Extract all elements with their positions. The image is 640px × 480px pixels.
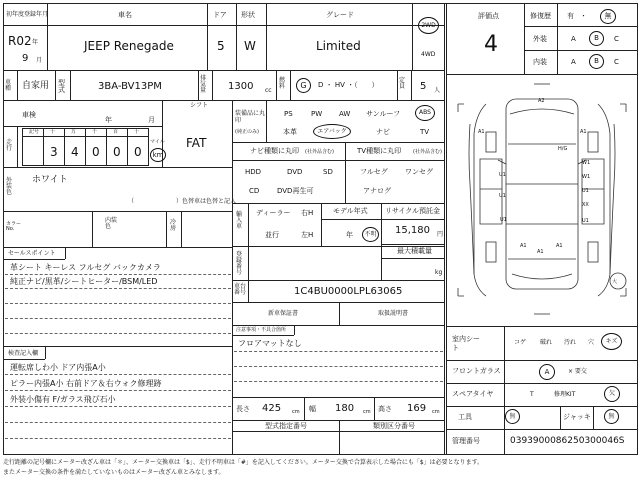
recycle-label: リサイクル預託金 <box>385 207 441 215</box>
displacement-label: 排気量 <box>200 75 207 94</box>
tv-sub: (社外品含む) <box>413 149 442 155</box>
import-parallel: 並行 <box>265 231 279 239</box>
interior-label: 内装 <box>533 58 547 66</box>
tools-label: 工具 <box>458 413 472 421</box>
tv-oneseg: ワンセグ <box>405 168 433 176</box>
height-value: 169 <box>407 403 427 414</box>
spare-label: スペアタイヤ <box>452 390 494 398</box>
inspection-month-label: 月 <box>148 116 155 124</box>
tv-analog: アナログ <box>363 187 391 195</box>
length-label: 長さ <box>236 405 250 413</box>
width-label: 幅 <box>309 405 316 413</box>
doors-label: ドア <box>213 11 227 19</box>
nav-sub: (社外品含む) <box>305 149 334 155</box>
score-value: 4 <box>484 32 498 57</box>
mileage-digit: 0 <box>134 145 142 159</box>
nav-dvd: DVD <box>287 168 303 176</box>
height-label: 高さ <box>378 405 392 413</box>
exterior-label: 外装 <box>533 35 547 43</box>
import-left-h: 左H <box>301 231 314 239</box>
diagram-damage-code: U1 <box>499 193 506 199</box>
nav-dvd-play: DVD再生可 <box>277 187 314 195</box>
mileage-digit: 0 <box>92 145 100 159</box>
repair-label: 修復歴 <box>530 12 551 20</box>
sales-points-block <box>3 247 233 347</box>
spare-kit: 修理KIT <box>554 391 576 398</box>
doors-value: 5 <box>217 39 225 53</box>
seat-stain: 汚れ <box>564 339 577 346</box>
displacement-value: 1300 <box>228 81 254 92</box>
diagram-damage-code: A1 <box>537 249 544 255</box>
inspector-line1: 運転席しわ小 ドア内張A小 <box>10 363 106 372</box>
seat-hole: 穴 <box>588 339 595 346</box>
jack-none-circle: 無 <box>604 409 619 424</box>
manual-label: 取扱説明書 <box>378 310 409 317</box>
import-dealer: ディーラー <box>256 209 291 217</box>
equip-ps: PS <box>284 110 293 118</box>
exterior-color-note: （ ）色替車は色替と記入 <box>128 198 237 205</box>
interior-grade-c: C <box>614 58 619 66</box>
model-year-label: モデル年式 <box>333 207 368 215</box>
diagram-damage-code: U1 <box>499 172 506 178</box>
repair-yes: 有 <box>567 12 574 20</box>
diagram-damage-code: U1 <box>500 217 507 223</box>
car-name-label: 車名 <box>118 11 132 19</box>
length-cm: cm <box>292 409 300 415</box>
drive-4wd: 4WD <box>421 51 436 58</box>
seat-tear: 破れ <box>540 339 553 346</box>
cooler-label: 冷房 <box>170 219 177 232</box>
attention-label: 注意事項・不具合箇所 <box>236 327 287 333</box>
mileage-mile-label: マイル <box>150 139 165 145</box>
tv-fullseg: フルセグ <box>360 168 388 176</box>
vehicle-kind-label: 車種 <box>5 79 12 92</box>
model-year-unknown-circle: 不明 <box>362 227 379 242</box>
sales-points-line2: 純正ナビ/黒革/シートヒーター/BSM/LED <box>10 277 158 286</box>
new-car-warranty: 新車保証書 <box>268 310 299 317</box>
inspection-label: 車検 <box>22 111 36 119</box>
glass-label: フロントガラス <box>452 367 501 375</box>
diagram-damage-code: W1 <box>582 174 591 180</box>
interior-grade-a: A <box>571 58 576 66</box>
mgmt-label: 管理番号 <box>452 437 480 445</box>
nav-sd: SD <box>323 168 333 176</box>
diagram-damage-code: XX <box>582 202 589 208</box>
reg-year-label: 初年度登録年月 <box>6 11 49 18</box>
spare-t: T <box>530 391 534 398</box>
equipment-title: 装備品に丸印 <box>235 110 266 125</box>
jack-label: ジャッキ <box>563 413 591 421</box>
interior-color-label: 内装色 <box>105 217 118 230</box>
spare-missing-circle: 欠 <box>604 386 620 402</box>
exterior-grade-a: A <box>571 35 576 43</box>
type-designation-label: 型式指定番号 <box>265 422 307 430</box>
score-label: 評価点 <box>478 12 499 20</box>
seat-label: 室内シート <box>452 335 480 353</box>
fuel-label: 燃料 <box>279 77 286 90</box>
diagram-damage-code: A1 <box>580 129 587 135</box>
import-right-h: 右H <box>301 209 314 217</box>
exterior-color-value: ホワイト <box>32 175 68 185</box>
displacement-unit: cc <box>265 87 272 94</box>
mileage-digit-label: 十 <box>50 129 56 135</box>
mileage-km-circle: km <box>150 148 166 162</box>
equip-aw: AW <box>339 110 351 118</box>
mileage-label: 走行 <box>6 139 13 152</box>
exterior-color-label: 外装色 <box>6 177 13 196</box>
mileage-digit-label: 百 <box>113 129 119 135</box>
equip-tv: TV <box>420 128 430 136</box>
equipment-subtitle: (純正のみ) <box>235 129 259 135</box>
category-label: 類別区分番号 <box>373 422 415 430</box>
nav-title: ナビ種類に丸印 <box>250 147 299 155</box>
recycle-amount: 15,180 <box>395 225 430 236</box>
color-no-label: カラーNo. <box>6 221 22 232</box>
max-load-label: 最大積載量 <box>397 247 432 255</box>
shift-label: シフト <box>190 102 209 109</box>
diagram-damage-code: A1 <box>520 243 527 249</box>
grade-label: グレード <box>326 11 354 19</box>
usage-value: 自家用 <box>22 81 50 91</box>
diagram-damage-code: U1 <box>582 188 589 194</box>
import-label: 輸入車 <box>236 211 243 230</box>
tv-title: TV種類に丸印 <box>357 147 402 155</box>
shape-value: W <box>244 39 256 53</box>
inspection-year-label: 年 <box>105 116 112 124</box>
capacity-label: 定員 <box>399 77 406 90</box>
equip-pw: PW <box>311 110 323 118</box>
equip-abs-circle: ABS <box>415 105 435 121</box>
mileage-digit: 4 <box>71 145 79 159</box>
sales-points-line1: 革シート キーレス フルセグ バックカメラ <box>10 263 161 272</box>
glass-a-circle: A <box>539 364 555 380</box>
repair-no-circle: 無 <box>600 9 616 24</box>
inspector-line2: ピラー内張A小 右前ドア＆右ウォク修理跡 <box>10 379 162 388</box>
nav-hdd: HDD <box>245 168 262 176</box>
mileage-digit-label: 十 <box>134 129 140 135</box>
diagram-damage-code: W1 <box>582 160 591 166</box>
interior-grade-b-circle: B <box>589 54 604 69</box>
glass-x: × 要交 <box>568 368 587 375</box>
reg-no-label: 登録番号 <box>236 251 243 276</box>
reg-era: R02 <box>8 34 32 48</box>
capacity-unit: 人 <box>434 87 441 94</box>
equip-navi: ナビ <box>376 128 390 136</box>
repair-sep: ・ <box>580 12 587 20</box>
capacity-value: 5 <box>420 81 427 92</box>
footer-line1: 走行距離の記号欄にメーター改ざん車は「＊」、メーター交換車は「$」、走行不明車は「#」を記入してください。メーター交換で合算表示した場合にも「$」は必要となります。 <box>3 459 484 466</box>
diagram-damage-code: A2 <box>538 98 545 104</box>
width-cm: cm <box>363 409 371 415</box>
shape-label: 形状 <box>241 11 255 19</box>
reg-year-suffix: 年 <box>32 39 39 46</box>
inspector-line3: 外装小傷有 F/ガラス飛び石小 <box>10 395 116 404</box>
seat-burn: コゲ <box>514 339 527 346</box>
car-name: JEEP Renegade <box>84 39 174 53</box>
footer-line2: またメーター交換の条件を満たしていないものはメーター改ざん車とみなします。 <box>3 469 225 476</box>
drive-2wd-circle: 2WD <box>418 17 439 34</box>
width-value: 180 <box>335 403 355 414</box>
mgmt-no: 0393900086250300046S <box>510 436 625 446</box>
reg-month-suffix: 月 <box>36 57 43 64</box>
recycle-yen: 円 <box>437 231 444 238</box>
exterior-grade-c: C <box>614 35 619 43</box>
mileage-digit-label: 千 <box>92 129 98 135</box>
type-label: 型式 <box>58 79 65 94</box>
grade-value: Limited <box>316 39 361 53</box>
diagram-damage-code: 大 <box>612 279 618 285</box>
chassis-no: 1C4BU0000LPL63065 <box>294 286 403 297</box>
tools-none-circle: 無 <box>505 409 520 424</box>
car-diagram <box>446 74 638 327</box>
diagram-damage-code: H/G <box>558 146 568 152</box>
chassis-label: 車台番号 <box>234 283 247 296</box>
reg-month: 9 <box>22 53 29 64</box>
mileage-digit-label: 万 <box>71 129 77 135</box>
diagram-damage-code: A1 <box>478 129 485 135</box>
inspector-label: 検査記入欄 <box>8 350 39 357</box>
diagram-damage-code: U1 <box>582 218 589 224</box>
exterior-color-block <box>3 167 233 212</box>
sales-points-label: セールスポイント <box>8 250 56 257</box>
equip-sunroof: サンルーフ <box>366 110 401 118</box>
attention-line1: フロアマットなし <box>238 339 302 348</box>
length-value: 425 <box>262 403 282 414</box>
nav-cd: CD <box>249 187 260 195</box>
fuel-others: D ・ HV ・（ ） <box>318 81 379 89</box>
equip-leather: 本革 <box>283 128 297 136</box>
diagram-damage-code: A1 <box>556 243 563 249</box>
mileage-digit-label: 記号 <box>29 129 40 135</box>
fuel-gasoline-circle: G <box>296 78 311 93</box>
max-load-kg: kg <box>435 269 443 276</box>
model-year-suffix: 年 <box>346 231 353 239</box>
mileage-digit: 0 <box>113 145 121 159</box>
type-code: 3BA-BV13PM <box>98 81 162 92</box>
shift-value: FAT <box>186 136 207 150</box>
equip-airbag-circle: エアバック <box>313 124 351 139</box>
height-cm: cm <box>432 409 440 415</box>
seat-scratch-circle: キズ <box>601 333 622 350</box>
exterior-grade-b-circle: B <box>589 31 604 46</box>
mileage-digit: 3 <box>50 145 58 159</box>
